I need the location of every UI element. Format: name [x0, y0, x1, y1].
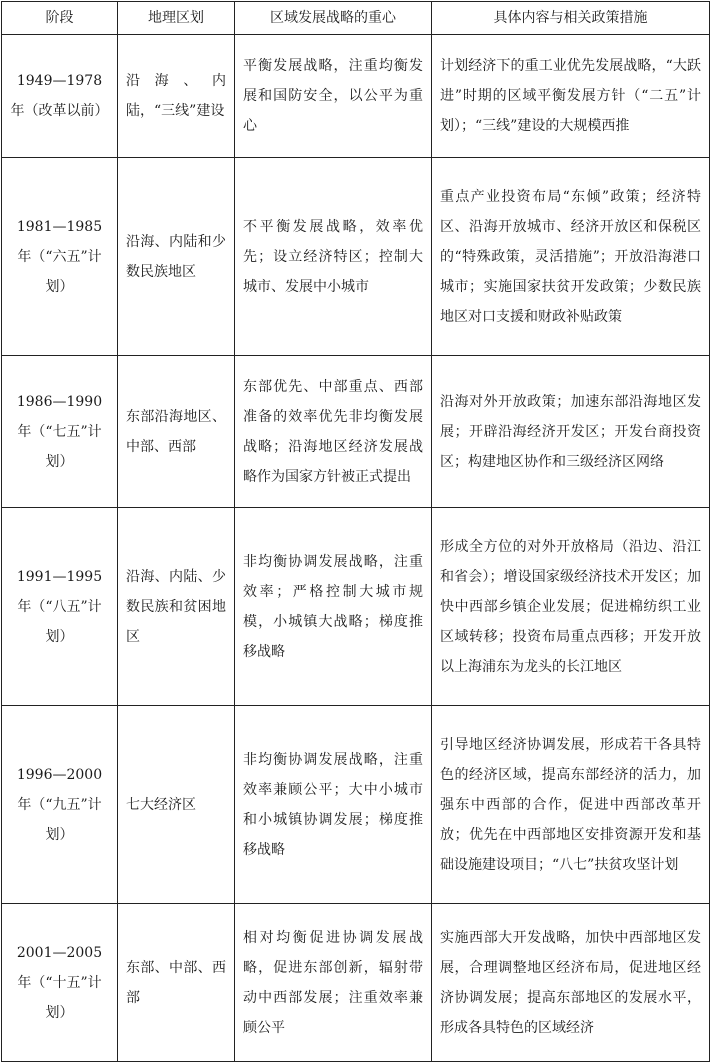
stage-cell: 1991—1995年（“八五”计划）	[2, 508, 118, 706]
table-row	[2, 356, 710, 508]
stage-cell: 1949—1978年（改革以前）	[2, 35, 118, 158]
header-region: 地理区划	[118, 2, 235, 35]
focus-cell: 相对均衡促进协调发展战略，促进东部创新，辐射带动中西部发展；注重效率兼顾公平	[235, 904, 432, 1062]
table-row	[2, 904, 710, 1062]
focus-cell: 非均衡协调发展战略，注重效率；严格控制大城市规模，小城镇大战略；梯度推移战略	[235, 508, 432, 706]
table-row	[2, 706, 710, 904]
region-cell: 沿海、内陆，“三线”建设	[118, 35, 235, 158]
header-policy: 具体内容与相关政策措施	[432, 2, 710, 35]
header-stage: 阶段	[2, 2, 118, 35]
stage-cell: 1996—2000年（“九五”计划）	[2, 706, 118, 904]
focus-cell: 东部优先、中部重点、西部准备的效率优先非均衡发展战略；沿海地区经济发展战略作为国家方针被正式提出	[235, 356, 432, 508]
region-cell: 东部、中部、西部	[118, 904, 235, 1062]
table-row	[2, 35, 710, 158]
stage-cell: 2001—2005年（“十五”计划）	[2, 904, 118, 1062]
stage-cell: 1986—1990年（“七五”计划）	[2, 356, 118, 508]
policy-cell: 计划经济下的重工业优先发展战略，“大跃进”时期的区域平衡发展方针（“二五”计划）；“三线”建设的大规模西推	[432, 35, 710, 158]
region-cell: 七大经济区	[118, 706, 235, 904]
table-row	[2, 508, 710, 706]
policy-cell: 沿海对外开放政策；加速东部沿海地区发展；开辟沿海经济开发区；开发台商投资区；构建地区协作和三级经济区网络	[432, 356, 710, 508]
table-row	[2, 158, 710, 356]
region-cell: 东部沿海地区、中部、西部	[118, 356, 235, 508]
policy-cell: 重点产业投资布局“东倾”政策；经济特区、沿海开放城市、经济开放区和保税区的“特殊政策，灵活措施”；开放沿海港口城市；实施国家扶贫开发政策；少数民族地区对口支援和财政补贴政策	[432, 158, 710, 356]
focus-cell: 平衡发展战略，注重均衡发展和国防安全，以公平为重心	[235, 35, 432, 158]
table-body	[2, 35, 710, 1062]
header-focus: 区域发展战略的重心	[235, 2, 432, 35]
page	[0, 1, 710, 1063]
header-row	[2, 2, 710, 35]
region-cell: 沿海、内陆和少数民族地区	[118, 158, 235, 356]
regional-policy-table	[1, 1, 710, 1062]
table-header	[2, 2, 710, 35]
focus-cell: 不平衡发展战略，效率优先；设立经济特区；控制大城市、发展中小城市	[235, 158, 432, 356]
region-cell: 沿海、内陆、少数民族和贫困地区	[118, 508, 235, 706]
policy-cell: 形成全方位的对外开放格局（沿边、沿江和省会）；增设国家级经济技术开发区；加快中西部乡镇企业发展；促进棉纺织工业区域转移；投资布局重点西移；开发开放以上海浦东为龙头的长江地区	[432, 508, 710, 706]
stage-cell: 1981—1985年（“六五”计划）	[2, 158, 118, 356]
focus-cell: 非均衡协调发展战略，注重效率兼顾公平；大中小城市和小城镇协调发展；梯度推移战略	[235, 706, 432, 904]
policy-cell: 实施西部大开发战略，加快中西部地区发展，合理调整地区经济布局，促进地区经济协调发展；提高东部地区的发展水平，形成各具特色的区域经济	[432, 904, 710, 1062]
policy-cell: 引导地区经济协调发展，形成若干各具特色的经济区域，提高东部经济的活力，加强东中西部的合作，促进中西部改革开放；优先在中西部地区安排资源开发和基础设施建设项目；“八七”扶贫攻坚计划	[432, 706, 710, 904]
